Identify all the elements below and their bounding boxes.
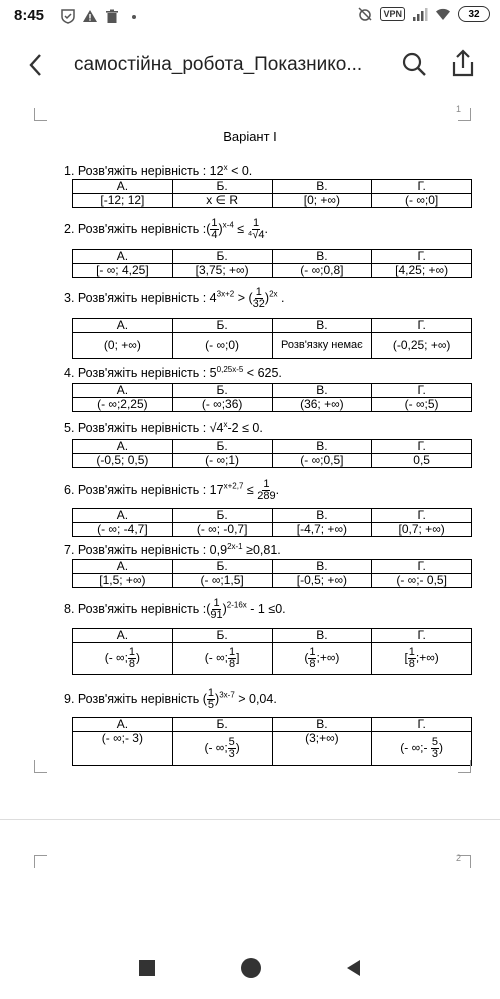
status-time: 8:45: [14, 7, 45, 24]
alarm-off-icon: [357, 6, 373, 22]
page-number: 2: [456, 853, 462, 863]
question-2: 2. Розв'яжіть нерівність :( $\frac{1}{4}$ )$^{x-4}$ ≤ $\frac{1}{\text{⁴√4}}$ .: [64, 217, 268, 241]
answers-table-5: А. Б. В. Г. (-0,5; 0,5) (- ∞;1) (- ∞;0,5] 0,5: [72, 439, 472, 468]
answers-table-9: А. Б. В. Г. (- ∞;- 3) (- ∞; $\frac{5}{3}$ ) (3;+∞) (- ∞;- $\frac{5}{3}$ ): [72, 717, 472, 766]
battery-indicator: 32: [458, 6, 490, 22]
answers-table-1: А. Б. В. Г. [-12; 12] x ∈ R [0; +∞) (- ∞;0]: [72, 179, 472, 208]
crop-mark: [34, 855, 47, 868]
share-icon[interactable]: [450, 48, 476, 78]
check-shield-icon: [60, 8, 76, 24]
signal-icon: [412, 6, 428, 22]
answers-table-4: А. Б. В. Г. (- ∞;2,25) (- ∞;36) (36; +∞) (- ∞;5): [72, 383, 472, 412]
document-title: самостійна_робота_Показнико...: [74, 54, 363, 75]
crop-mark: [34, 108, 47, 121]
arrow-left-icon[interactable]: [24, 52, 50, 78]
question-9: 9. Розв'яжіть нерівність ( $\frac{1}{5}$ )$^{3x-7}$ > 0,04.: [64, 687, 277, 711]
wifi-icon: [435, 6, 451, 22]
crop-mark: [458, 760, 471, 773]
system-nav-bar: [0, 938, 500, 999]
answers-table-7: А. Б. В. Г. [1,5; +∞) (- ∞;1,5] [-0,5; +∞) (- ∞;- 0,5]: [72, 559, 472, 588]
system-icons: [357, 6, 490, 22]
question-1: 1. Розв'яжіть нерівність : $12^x < 0$.: [64, 163, 253, 179]
warning-icon: [82, 8, 98, 24]
question-6: 6. Розв'яжіть нерівність : $17^{x+2,7}$ ≤ $\frac{1}{289}$ .: [64, 478, 280, 502]
question-3: 3. Розв'яжіть нерівність : $4^{3x+2}$ > ( $\frac{1}{32}$ )$^{2x}$ .: [64, 286, 285, 310]
notification-icons: [60, 8, 142, 24]
answers-table-6: А. Б. В. Г. (- ∞; -4,7] (- ∞; -0,7] [-4,7; +∞) [0,7; +∞): [72, 508, 472, 537]
question-8: 8. Розв'яжіть нерівність :( $\frac{1}{91}$ )$^{2-16x}$ - 1 ≤0.: [64, 597, 286, 621]
question-4: 4. Розв'яжіть нерівність : $5^{0,25x-5} < 625$.: [64, 365, 282, 381]
answers-table-3: А. Б. В. Г. (0; +∞) (- ∞;0) Розв'язку немає (-0,25; +∞): [72, 318, 472, 359]
app-bar: [0, 32, 500, 98]
trash-icon: [104, 8, 120, 24]
square-recent-icon[interactable]: [137, 958, 157, 978]
answers-table-8: А. Б. В. Г. (- ∞; $\frac{1}{8}$ ) (- ∞; $\frac{1}{8}$ ] ( $\frac{1}{8}$ ;+∞) [ $\frac{1}{8}$ ;+∞): [72, 628, 472, 675]
vpn-badge: VPN: [380, 7, 405, 21]
status-bar: [0, 0, 500, 32]
question-5: 5. Розв'яжіть нерівність : $√4^x-2 \le 0$.: [64, 420, 263, 436]
crop-mark: [34, 760, 47, 773]
search-icon[interactable]: [400, 50, 428, 78]
circle-home-icon[interactable]: [239, 956, 263, 980]
answers-table-2: А. Б. В. Г. [- ∞; 4,25] [3,75; +∞) (- ∞;0,8] [4,25; +∞): [72, 249, 472, 278]
page-divider: [0, 819, 500, 820]
question-7: 7. Розв'яжіть нерівність : $0,9^{2x-1} \ge 0,81$.: [64, 542, 281, 558]
triangle-back-icon[interactable]: [344, 958, 364, 978]
variant-title: Варіант І: [223, 129, 277, 144]
dot-icon: [126, 8, 142, 24]
page-number: 1: [456, 104, 462, 114]
